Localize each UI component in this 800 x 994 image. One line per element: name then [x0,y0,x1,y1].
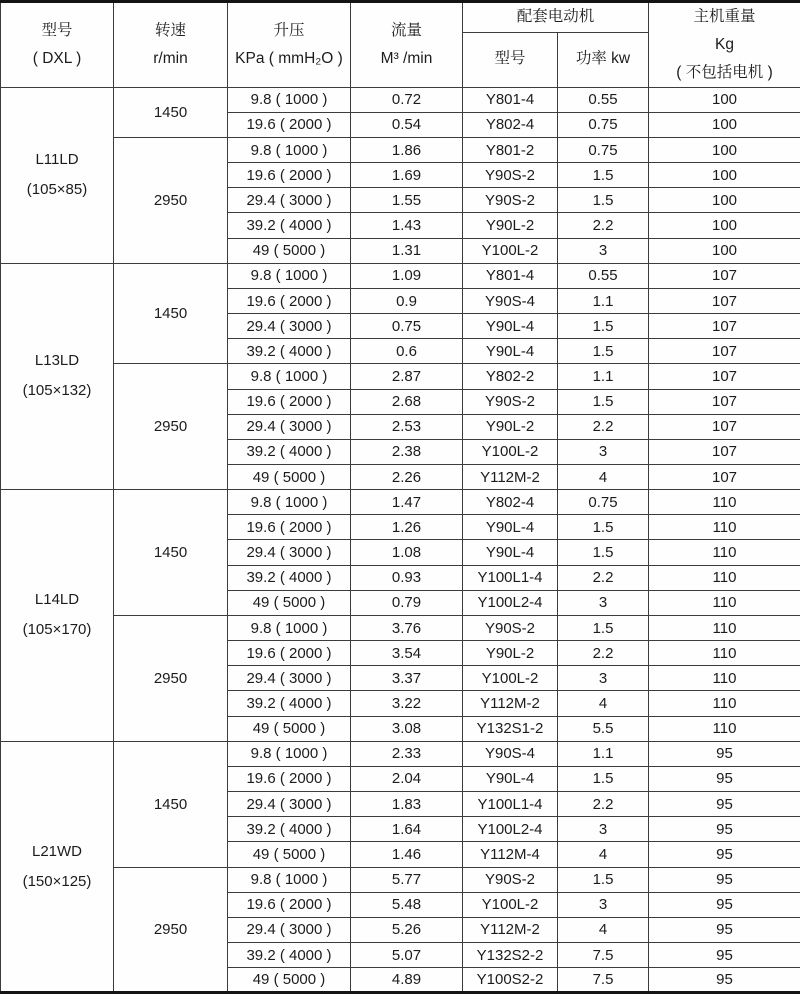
cell-pressure: 39.2 ( 4000 ) [228,439,351,464]
cell-motor-model: Y100S2-2 [463,968,558,993]
cell-flow: 3.54 [351,641,463,666]
cell-weight: 100 [649,163,800,188]
cell-weight: 95 [649,942,800,967]
cell-motor-power: 1.1 [558,288,649,313]
cell-pressure: 39.2 ( 4000 ) [228,817,351,842]
cell-flow: 3.37 [351,666,463,691]
cell-pressure: 49 ( 5000 ) [228,968,351,993]
cell-pressure: 9.8 ( 1000 ) [228,263,351,288]
header-weight-title: 主机重量 [651,3,798,31]
cell-weight: 107 [649,364,800,389]
cell-weight: 107 [649,314,800,339]
cell-motor-model: Y90S-2 [463,188,558,213]
cell-flow: 0.93 [351,565,463,590]
table-body [1,87,800,993]
cell-motor-model: Y90S-2 [463,867,558,892]
cell-motor-power: 7.5 [558,942,649,967]
cell-pressure: 49 ( 5000 ) [228,238,351,263]
cell-motor-power: 2.2 [558,565,649,590]
cell-motor-power: 7.5 [558,968,649,993]
cell-motor-model: Y100L2-4 [463,817,558,842]
model-size: (105×85) [3,175,111,205]
cell-pressure: 29.4 ( 3000 ) [228,188,351,213]
cell-weight: 95 [649,917,800,942]
header-model-unit: ( DXL ) [3,45,111,73]
cell-motor-model: Y100L2-4 [463,590,558,615]
cell-motor-model: Y132S2-2 [463,942,558,967]
cell-motor-power: 0.75 [558,112,649,137]
cell-motor-model: Y801-4 [463,87,558,112]
model-name: L21WD [3,837,111,867]
cell-pressure: 29.4 ( 3000 ) [228,314,351,339]
cell-motor-model: Y802-4 [463,490,558,515]
cell-weight: 107 [649,263,800,288]
cell-pressure: 39.2 ( 4000 ) [228,691,351,716]
speed-cell: 1450 [114,490,228,616]
cell-weight: 110 [649,615,800,640]
cell-motor-model: Y112M-2 [463,691,558,716]
cell-motor-model: Y90L-2 [463,641,558,666]
cell-motor-model: Y90S-4 [463,741,558,766]
cell-motor-power: 1.5 [558,615,649,640]
cell-pressure: 19.6 ( 2000 ) [228,766,351,791]
model-cell-L14LD [1,490,114,742]
cell-pressure: 29.4 ( 3000 ) [228,917,351,942]
cell-flow: 1.83 [351,792,463,817]
cell-motor-model: Y801-4 [463,263,558,288]
cell-motor-model: Y100L-2 [463,439,558,464]
cell-flow: 1.64 [351,817,463,842]
header-motor-power: 功率 kw [558,32,649,87]
cell-pressure: 9.8 ( 1000 ) [228,490,351,515]
cell-weight: 107 [649,414,800,439]
model-size: (150×125) [3,867,111,897]
cell-weight: 107 [649,389,800,414]
cell-flow: 5.07 [351,942,463,967]
table-row [1,263,800,288]
header-weight-unit: Kg [651,31,798,59]
cell-pressure: 39.2 ( 4000 ) [228,339,351,364]
table-row [1,364,800,389]
header-weight [649,2,800,88]
cell-weight: 110 [649,515,800,540]
cell-motor-power: 1.5 [558,339,649,364]
cell-pressure: 19.6 ( 2000 ) [228,112,351,137]
cell-motor-power: 5.5 [558,716,649,741]
cell-motor-model: Y90S-4 [463,288,558,313]
cell-flow: 2.68 [351,389,463,414]
cell-motor-power: 1.1 [558,741,649,766]
cell-flow: 1.55 [351,188,463,213]
cell-pressure: 9.8 ( 1000 ) [228,364,351,389]
cell-pressure: 9.8 ( 1000 ) [228,741,351,766]
cell-motor-power: 1.5 [558,766,649,791]
cell-motor-power: 2.2 [558,213,649,238]
cell-motor-model: Y100L1-4 [463,565,558,590]
cell-weight: 100 [649,112,800,137]
cell-motor-power: 1.5 [558,515,649,540]
cell-pressure: 19.6 ( 2000 ) [228,515,351,540]
cell-flow: 1.86 [351,137,463,162]
cell-weight: 95 [649,892,800,917]
header-motor-model: 型号 [463,32,558,87]
cell-weight: 107 [649,465,800,490]
cell-flow: 1.46 [351,842,463,867]
cell-flow: 2.26 [351,465,463,490]
cell-motor-model: Y100L-2 [463,666,558,691]
cell-weight: 110 [649,691,800,716]
cell-weight: 100 [649,87,800,112]
cell-motor-power: 2.2 [558,641,649,666]
cell-motor-model: Y90L-4 [463,766,558,791]
cell-weight: 95 [649,792,800,817]
cell-flow: 0.79 [351,590,463,615]
cell-pressure: 39.2 ( 4000 ) [228,942,351,967]
cell-pressure: 49 ( 5000 ) [228,842,351,867]
cell-pressure: 39.2 ( 4000 ) [228,213,351,238]
cell-motor-power: 3 [558,892,649,917]
cell-flow: 2.04 [351,766,463,791]
header-speed-unit: r/min [116,45,225,73]
cell-weight: 95 [649,842,800,867]
header-flow-unit: M³ /min [353,45,460,73]
cell-pressure: 39.2 ( 4000 ) [228,565,351,590]
cell-pressure: 29.4 ( 3000 ) [228,666,351,691]
cell-motor-model: Y90L-2 [463,414,558,439]
cell-motor-model: Y90L-4 [463,540,558,565]
table-row [1,867,800,892]
model-cell-L11LD [1,87,114,263]
speed-cell: 2950 [114,364,228,490]
cell-motor-power: 3 [558,590,649,615]
cell-motor-model: Y90L-4 [463,515,558,540]
cell-motor-model: Y90L-4 [463,314,558,339]
cell-pressure: 49 ( 5000 ) [228,465,351,490]
cell-flow: 1.09 [351,263,463,288]
cell-weight: 110 [649,666,800,691]
cell-motor-model: Y100L-2 [463,238,558,263]
cell-weight: 95 [649,968,800,993]
header-flow [351,2,463,88]
header-motor-group: 配套电动机 [463,2,649,33]
cell-flow: 0.9 [351,288,463,313]
table-row [1,490,800,515]
cell-weight: 95 [649,741,800,766]
cell-motor-power: 0.75 [558,490,649,515]
cell-pressure: 19.6 ( 2000 ) [228,163,351,188]
cell-flow: 2.38 [351,439,463,464]
cell-weight: 100 [649,238,800,263]
cell-motor-model: Y90L-2 [463,213,558,238]
header-pressure [228,2,351,88]
table-row [1,615,800,640]
cell-weight: 95 [649,867,800,892]
cell-weight: 110 [649,641,800,666]
cell-motor-model: Y90S-2 [463,615,558,640]
cell-motor-power: 4 [558,842,649,867]
cell-weight: 110 [649,565,800,590]
cell-weight: 100 [649,188,800,213]
cell-weight: 100 [649,213,800,238]
cell-motor-model: Y90S-2 [463,163,558,188]
cell-pressure: 9.8 ( 1000 ) [228,615,351,640]
cell-flow: 3.22 [351,691,463,716]
cell-weight: 110 [649,490,800,515]
model-cell-L21WD [1,741,114,993]
cell-pressure: 19.6 ( 2000 ) [228,288,351,313]
header-weight-note: ( 不包括电机 ) [651,59,798,87]
cell-pressure: 29.4 ( 3000 ) [228,540,351,565]
cell-motor-power: 0.55 [558,263,649,288]
cell-motor-model: Y112M-2 [463,917,558,942]
cell-motor-power: 1.5 [558,389,649,414]
model-name: L11LD [3,145,111,175]
cell-weight: 110 [649,540,800,565]
cell-weight: 107 [649,439,800,464]
cell-pressure: 49 ( 5000 ) [228,590,351,615]
cell-weight: 95 [649,817,800,842]
table-row [1,87,800,112]
cell-motor-model: Y132S1-2 [463,716,558,741]
header-flow-title: 流量 [353,17,460,45]
cell-motor-power: 4 [558,691,649,716]
table-row [1,137,800,162]
cell-motor-power: 1.5 [558,163,649,188]
header-model [1,2,114,88]
cell-flow: 0.72 [351,87,463,112]
cell-motor-model: Y112M-4 [463,842,558,867]
cell-motor-power: 3 [558,439,649,464]
cell-motor-power: 2.2 [558,414,649,439]
cell-flow: 0.6 [351,339,463,364]
cell-motor-model: Y100L1-4 [463,792,558,817]
header-speed [114,2,228,88]
cell-motor-model: Y802-4 [463,112,558,137]
cell-flow: 1.43 [351,213,463,238]
speed-cell: 1450 [114,741,228,867]
cell-motor-power: 0.55 [558,87,649,112]
header-pressure-title: 升压 [230,17,348,45]
cell-pressure: 19.6 ( 2000 ) [228,389,351,414]
cell-motor-power: 1.5 [558,867,649,892]
cell-motor-power: 3 [558,817,649,842]
model-size: (105×132) [3,376,111,406]
cell-weight: 100 [649,137,800,162]
cell-motor-power: 1.1 [558,364,649,389]
cell-weight: 110 [649,590,800,615]
cell-flow: 5.48 [351,892,463,917]
cell-pressure: 29.4 ( 3000 ) [228,414,351,439]
cell-pressure: 19.6 ( 2000 ) [228,892,351,917]
speed-cell: 1450 [114,263,228,364]
cell-motor-model: Y90S-2 [463,389,558,414]
cell-weight: 110 [649,716,800,741]
cell-flow: 5.26 [351,917,463,942]
cell-motor-power: 4 [558,465,649,490]
cell-weight: 107 [649,339,800,364]
cell-flow: 3.08 [351,716,463,741]
model-name: L14LD [3,585,111,615]
table-row [1,741,800,766]
speed-cell: 2950 [114,137,228,263]
speed-cell: 2950 [114,615,228,741]
cell-flow: 1.69 [351,163,463,188]
cell-motor-model: Y112M-2 [463,465,558,490]
cell-flow: 1.31 [351,238,463,263]
cell-pressure: 49 ( 5000 ) [228,716,351,741]
cell-flow: 2.33 [351,741,463,766]
model-size: (105×170) [3,615,111,645]
model-name: L13LD [3,346,111,376]
cell-motor-power: 1.5 [558,314,649,339]
cell-motor-model: Y802-2 [463,364,558,389]
cell-pressure: 9.8 ( 1000 ) [228,137,351,162]
speed-cell: 1450 [114,87,228,137]
header-model-title: 型号 [3,17,111,45]
cell-motor-power: 3 [558,666,649,691]
cell-flow: 0.54 [351,112,463,137]
cell-motor-model: Y801-2 [463,137,558,162]
cell-motor-power: 2.2 [558,792,649,817]
cell-motor-model: Y90L-4 [463,339,558,364]
speed-cell: 2950 [114,867,228,993]
cell-weight: 95 [649,766,800,791]
cell-flow: 2.87 [351,364,463,389]
table-header [1,2,800,88]
cell-pressure: 29.4 ( 3000 ) [228,792,351,817]
cell-flow: 2.53 [351,414,463,439]
cell-flow: 3.76 [351,615,463,640]
cell-motor-model: Y100L-2 [463,892,558,917]
cell-motor-power: 1.5 [558,540,649,565]
cell-flow: 1.47 [351,490,463,515]
cell-pressure: 9.8 ( 1000 ) [228,867,351,892]
header-speed-title: 转速 [116,17,225,45]
cell-motor-power: 0.75 [558,137,649,162]
cell-motor-power: 1.5 [558,188,649,213]
cell-pressure: 9.8 ( 1000 ) [228,87,351,112]
header-pressure-unit: KPa ( mmH₂O ) [230,45,348,73]
header-row-1 [1,2,800,33]
cell-flow: 1.26 [351,515,463,540]
cell-flow: 5.77 [351,867,463,892]
cell-flow: 1.08 [351,540,463,565]
cell-weight: 107 [649,288,800,313]
model-cell-L13LD [1,263,114,489]
cell-motor-power: 3 [558,238,649,263]
cell-pressure: 19.6 ( 2000 ) [228,641,351,666]
cell-flow: 4.89 [351,968,463,993]
cell-flow: 0.75 [351,314,463,339]
cell-motor-power: 4 [558,917,649,942]
